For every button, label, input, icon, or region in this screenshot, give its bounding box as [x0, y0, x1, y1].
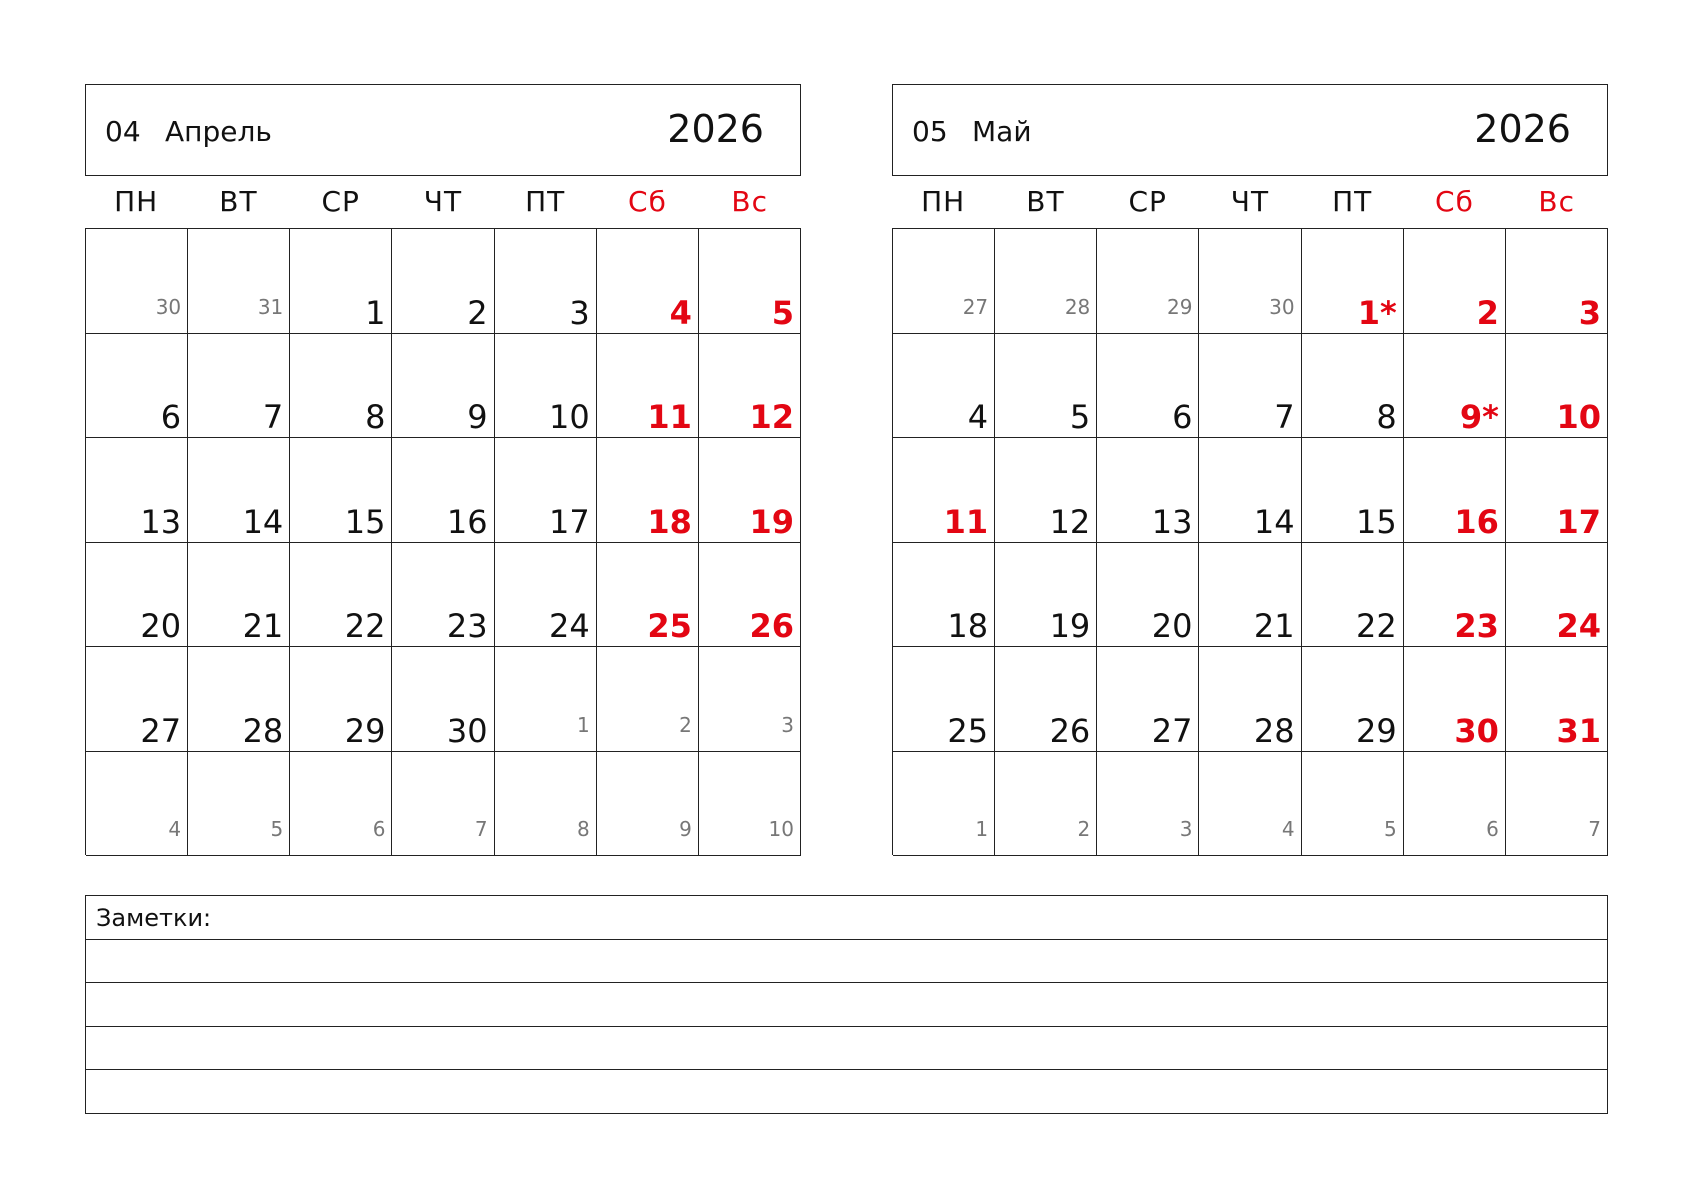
day-cell[interactable] — [1097, 543, 1199, 648]
day-cell[interactable] — [1302, 229, 1404, 334]
day-number: 28 — [242, 711, 284, 750]
day-number: 27 — [140, 711, 182, 750]
day-cell[interactable] — [1097, 438, 1199, 543]
day-cell[interactable] — [1506, 334, 1608, 439]
day-cell[interactable] — [1199, 438, 1301, 543]
day-number: 17 — [548, 502, 590, 541]
day-cell-other-month[interactable] — [1506, 752, 1608, 857]
day-number: 28 — [1064, 294, 1091, 319]
day-number: 2 — [1077, 817, 1091, 841]
notes-line[interactable] — [86, 1070, 1607, 1114]
day-cell-other-month[interactable] — [893, 752, 995, 857]
notes-label: Заметки: — [96, 904, 212, 932]
day-number: 27 — [1151, 711, 1193, 750]
day-cell[interactable] — [188, 543, 290, 648]
day-number: 23 — [446, 607, 488, 645]
day-number: 18 — [647, 502, 692, 541]
notes-line[interactable] — [86, 940, 1607, 984]
day-cell[interactable] — [392, 334, 494, 439]
day-number: 1 — [576, 712, 590, 737]
day-number: 30 — [1454, 711, 1499, 750]
day-cell[interactable] — [290, 543, 392, 648]
day-number: 7 — [474, 817, 488, 841]
day-number: 25 — [947, 711, 989, 750]
day-number: 23 — [1454, 607, 1499, 645]
calendar-month-may — [892, 84, 1608, 855]
day-cell-other-month[interactable] — [893, 229, 995, 334]
day-number: 4 — [669, 293, 692, 332]
day-cell-other-month[interactable] — [495, 752, 597, 857]
notes-line[interactable] — [86, 896, 1607, 940]
day-cell-other-month[interactable] — [995, 752, 1097, 857]
day-number: 19 — [1049, 607, 1091, 645]
day-cell[interactable] — [1404, 229, 1506, 334]
day-cell-other-month[interactable] — [1302, 752, 1404, 857]
month-year: 2026 — [667, 107, 764, 151]
day-cell-other-month[interactable] — [995, 229, 1097, 334]
day-number: 30 — [446, 711, 488, 750]
day-number: 6 — [1172, 398, 1193, 436]
day-number: 5 — [1069, 398, 1091, 436]
day-number: 8 — [576, 817, 590, 841]
day-number: 21 — [242, 607, 284, 645]
month-number: 04 — [105, 115, 141, 148]
day-cell[interactable] — [1097, 647, 1199, 752]
day-number: 6 — [1486, 817, 1499, 841]
month-number: 05 — [912, 115, 948, 148]
day-number: 25 — [647, 607, 692, 645]
month-header — [892, 84, 1608, 176]
day-cell[interactable] — [188, 438, 290, 543]
weekday-label: ЧТ — [423, 185, 463, 218]
day-number: 5 — [270, 817, 284, 841]
day-cell[interactable] — [495, 438, 597, 543]
day-cell[interactable] — [1506, 438, 1608, 543]
day-cell-other-month[interactable] — [495, 647, 597, 752]
day-number: 24 — [1556, 607, 1601, 645]
day-cell[interactable] — [290, 438, 392, 543]
day-number: 20 — [140, 607, 182, 645]
weekday-label: Вс — [731, 185, 769, 218]
day-number: 8 — [365, 398, 386, 436]
day-cell[interactable] — [392, 647, 494, 752]
day-grid — [892, 228, 1608, 855]
day-cell-other-month[interactable] — [1097, 752, 1199, 857]
day-number: 14 — [242, 502, 284, 541]
day-cell[interactable] — [1097, 334, 1199, 439]
day-number: 16 — [446, 502, 488, 541]
day-cell-other-month[interactable] — [1199, 752, 1301, 857]
day-number: 13 — [1151, 502, 1193, 541]
day-number: 10 — [768, 817, 794, 841]
day-cell[interactable] — [597, 334, 699, 439]
day-cell[interactable] — [1506, 229, 1608, 334]
day-cell-other-month[interactable] — [188, 752, 290, 857]
day-number: 4 — [1281, 817, 1295, 841]
day-number: 15 — [344, 502, 386, 541]
day-cell[interactable] — [495, 543, 597, 648]
day-cell-other-month[interactable] — [290, 752, 392, 857]
day-number: 5 — [771, 293, 794, 332]
day-grid — [85, 228, 801, 855]
day-cell-other-month[interactable] — [188, 229, 290, 334]
day-cell[interactable] — [1404, 334, 1506, 439]
day-number: 11 — [647, 398, 692, 436]
day-cell-other-month[interactable] — [1404, 752, 1506, 857]
day-number: 31 — [1556, 711, 1601, 750]
day-number: 14 — [1253, 502, 1295, 541]
day-cell[interactable] — [1404, 543, 1506, 648]
weekday-label: Вс — [1538, 185, 1576, 218]
day-number: 12 — [1049, 502, 1091, 541]
day-number: 22 — [344, 607, 386, 645]
day-number: 17 — [1556, 502, 1601, 541]
day-cell[interactable] — [188, 647, 290, 752]
day-cell[interactable] — [86, 543, 188, 648]
day-number: 22 — [1355, 607, 1397, 645]
day-number: 10 — [1556, 398, 1601, 436]
day-cell[interactable] — [86, 438, 188, 543]
day-cell[interactable] — [392, 543, 494, 648]
day-cell-other-month[interactable] — [1199, 229, 1301, 334]
day-cell[interactable] — [1302, 334, 1404, 439]
day-cell[interactable] — [995, 543, 1097, 648]
day-cell[interactable] — [1302, 438, 1404, 543]
day-cell[interactable] — [1404, 647, 1506, 752]
day-cell[interactable] — [995, 334, 1097, 439]
day-cell[interactable] — [1199, 647, 1301, 752]
day-number: 30 — [155, 294, 182, 319]
day-cell[interactable] — [893, 334, 995, 439]
day-cell-other-month[interactable] — [699, 752, 801, 857]
day-number: 2 — [679, 712, 692, 737]
day-cell[interactable] — [290, 334, 392, 439]
day-cell[interactable] — [86, 647, 188, 752]
day-number: 1 — [975, 817, 989, 841]
day-number: 3 — [781, 712, 794, 737]
day-number: 6 — [372, 817, 386, 841]
day-number: 28 — [1253, 711, 1295, 750]
day-number: 16 — [1454, 502, 1499, 541]
day-cell[interactable] — [597, 229, 699, 334]
calendar-month-april — [85, 84, 801, 855]
day-number: 7 — [1274, 398, 1295, 436]
day-number: 3 — [1179, 817, 1193, 841]
day-cell[interactable] — [1404, 438, 1506, 543]
day-number: 21 — [1253, 607, 1295, 645]
weekday-label: ПН — [114, 185, 159, 218]
weekday-label: ЧТ — [1230, 185, 1270, 218]
day-cell[interactable] — [290, 647, 392, 752]
day-cell[interactable] — [893, 543, 995, 648]
day-cell[interactable] — [597, 438, 699, 543]
month-year: 2026 — [1474, 107, 1571, 151]
day-cell[interactable] — [1506, 543, 1608, 648]
day-number: 10 — [548, 398, 590, 436]
day-number: 20 — [1151, 607, 1193, 645]
day-cell-other-month[interactable] — [392, 752, 494, 857]
day-number: 30 — [1269, 294, 1295, 319]
day-number: 4 — [967, 398, 989, 436]
day-number: 7 — [262, 398, 284, 436]
weekday-label: ВТ — [1026, 185, 1065, 218]
day-cell[interactable] — [893, 647, 995, 752]
day-number: 13 — [140, 502, 182, 541]
day-number: 4 — [168, 817, 182, 841]
day-number: 29 — [344, 711, 386, 750]
day-number: 18 — [947, 607, 989, 645]
day-number: 1 — [365, 293, 386, 332]
day-cell-other-month[interactable] — [86, 229, 188, 334]
day-number: 29 — [1166, 294, 1193, 319]
day-cell[interactable] — [392, 438, 494, 543]
weekday-label: ПН — [921, 185, 966, 218]
month-header — [85, 84, 801, 176]
day-cell-other-month[interactable] — [597, 647, 699, 752]
day-cell[interactable] — [1506, 647, 1608, 752]
day-cell[interactable] — [995, 647, 1097, 752]
day-cell-other-month[interactable] — [86, 752, 188, 857]
day-number: 27 — [962, 294, 989, 319]
notes-line[interactable] — [86, 983, 1607, 1027]
day-cell-other-month[interactable] — [597, 752, 699, 857]
day-cell[interactable] — [699, 334, 801, 439]
weekday-label: ВТ — [219, 185, 258, 218]
weekday-label: СР — [1128, 185, 1167, 218]
day-cell[interactable] — [699, 229, 801, 334]
weekday-label: Сб — [628, 185, 667, 218]
notes-box[interactable] — [85, 895, 1608, 1114]
day-cell-other-month[interactable] — [699, 647, 801, 752]
day-cell[interactable] — [893, 438, 995, 543]
day-cell[interactable] — [392, 229, 494, 334]
day-number: 1* — [1357, 293, 1397, 332]
weekday-label: ПТ — [1332, 185, 1373, 218]
day-number: 11 — [943, 502, 989, 541]
day-cell[interactable] — [699, 543, 801, 648]
day-number: 3 — [1578, 293, 1601, 332]
day-cell[interactable] — [86, 334, 188, 439]
month-name: Май — [972, 115, 1032, 148]
day-number: 9 — [679, 817, 692, 841]
day-number: 29 — [1355, 711, 1397, 750]
weekday-label: ПТ — [525, 185, 566, 218]
day-cell[interactable] — [290, 229, 392, 334]
day-cell[interactable] — [1302, 647, 1404, 752]
day-number: 2 — [1476, 293, 1499, 332]
day-number: 5 — [1383, 817, 1397, 841]
day-cell-other-month[interactable] — [1097, 229, 1199, 334]
day-number: 26 — [1049, 711, 1091, 750]
day-number: 2 — [467, 293, 488, 332]
day-cell[interactable] — [597, 543, 699, 648]
weekday-label: СР — [321, 185, 360, 218]
day-number: 9* — [1459, 398, 1499, 436]
day-number: 8 — [1376, 398, 1397, 436]
day-cell[interactable] — [1302, 543, 1404, 648]
day-cell[interactable] — [495, 334, 597, 439]
day-number: 7 — [1588, 817, 1601, 841]
day-number: 9 — [467, 398, 488, 436]
day-number: 15 — [1355, 502, 1397, 541]
day-cell[interactable] — [188, 334, 290, 439]
day-number: 26 — [749, 607, 794, 645]
day-number: 6 — [160, 398, 182, 436]
day-number: 31 — [257, 294, 284, 319]
day-cell[interactable] — [1199, 334, 1301, 439]
notes-line[interactable] — [86, 1027, 1607, 1071]
day-cell[interactable] — [995, 438, 1097, 543]
day-cell[interactable] — [1199, 543, 1301, 648]
weekday-label: Сб — [1435, 185, 1474, 218]
weekday-row — [892, 176, 1608, 228]
month-name: Апрель — [165, 115, 272, 148]
weekday-row — [85, 176, 801, 228]
day-number: 19 — [749, 502, 794, 541]
day-cell[interactable] — [495, 229, 597, 334]
day-number: 24 — [548, 607, 590, 645]
day-number: 3 — [569, 293, 590, 332]
day-number: 12 — [749, 398, 794, 436]
day-cell[interactable] — [699, 438, 801, 543]
